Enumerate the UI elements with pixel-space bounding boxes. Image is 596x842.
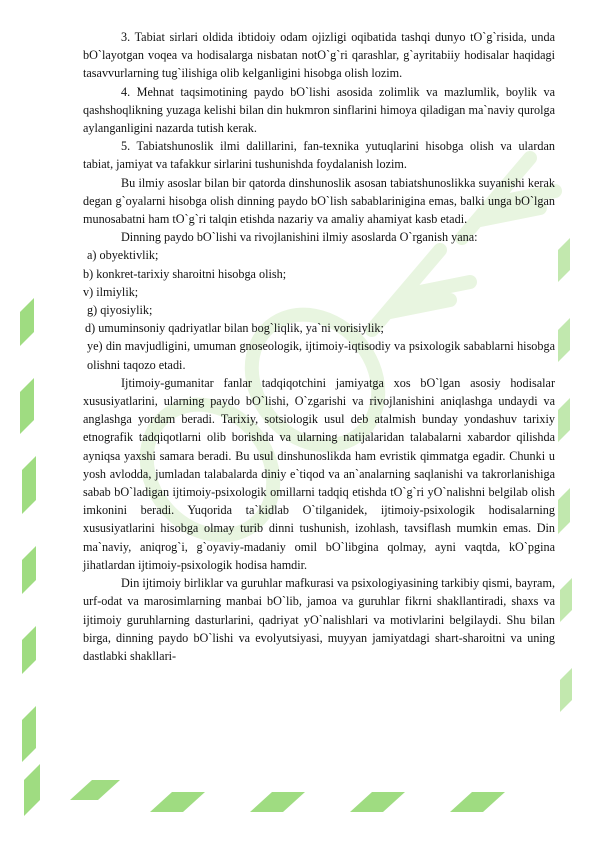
list-item: v) ilmiylik; — [83, 284, 139, 299]
paragraph: Din ijtimoiy birliklar va guruhlar mafkurasi va psixologiyasining tarkibiy qismi, bayram, urf-odat va marosimlarning manbai bO`lib, jamoa va guruhlar fikrni shakllantiradi, shaxs va ijtimoiy guruhlarning dasturlarini, qadriyat yO`nalishlari va motivlarini belgilaydi. Shu bilan birga, dinning paydo bO`lishi va evolyutsiyasi, muyyan jamiyatdagi shart-sharoitni va uning dastlabki shakllari- — [83, 576, 555, 663]
paragraph: Dinning paydo bO`lishi va rivojlanishini ilmiy asoslarda O`rganish yana: — [121, 230, 478, 245]
paragraph: 4. Mehnat taqsimotining paydo bO`lishi asosida zolimlik va mazlumlik, boylik va qashshoqlikning yuzaga kelishi bilan din hukmron sinflarini himoya qiladigan ma`naviy qurolga aylanganligini nazarda tutish kerak. — [83, 84, 555, 136]
list-item: ye) din mavjudligini, umuman gnoseologik, ijtimoiy-iqtisodiy va psixologik sabablarni hisobga olishni taqozo etadi. — [87, 339, 555, 372]
paragraph: 5. Tabiatshunoslik ilmi dalillarini, fan-texnika yutuqlarini hisobga olish va ulardan tabiat, jamiyat va tafakkur sirlarini tushunishda foydalanish lozim. — [83, 139, 555, 172]
list-item: d) umuminsoniy qadriyatlar bilan bog`liqlik, ya`ni vorisiylik; — [85, 321, 384, 336]
paragraph: Ijtimoiy-gumanitar fanlar tadqiqotchini jamiyatga xos bO`lgan asosiy hodisalar xususiyatlarini, ularning paydo bO`lishi, O`zgarishi va rivojlanishini aniqlashga undaydi va anglashga yordam beradi. Tarixiy, sotsiologik usul deb atalmish bunday yondashuv tarixiy etnografik tadqiqotlarni olib borishda va ularning natijalaridan talabalarni xabardor qilishda ayniqsa yaxshi samara beradi. Bu usul dinshunoslikda ham evristik qimmatga egadir. Chunki u yosh avlodda, jumladan talabalarda diniy e`tiqod va an`analarning saqlanishi va takrorlanishiga sabab bO`ladigan ijtimoiy-psixologik omillarni tadqiq etishda tO`g`ri yO`nalishni belgilab olish imkonini beradi. Yuqorida ta`kidlab O`tilganidek, ijtimoiy-psixologik hodisalarning xususiyatlarini hisobga olmay turib dinni tushunish, izohlash, tavsiflash mumkin emas. Din ma`naviy, aniqrog`i, g`oyaviy-madaniy omil bO`libgina qolmay, ayni vaqtda, kO`pgina jihatlardan ijtimoiy-psixologik hodisa hamdir. — [83, 375, 555, 572]
list-item: b) konkret-tarixiy sharoitni hisobga olish; — [83, 266, 287, 281]
list-item: g) qiyosiylik; — [87, 303, 153, 318]
paragraph: Bu ilmiy asoslar bilan bir qatorda dinshunoslik asosan tabiatshunoslikka suyanishi kerak degan g`oyalarni hisobga olish dinning paydo bO`lish sabablarinigina emas, balki unga bO`lgan munosabatni ham tO`g`ri talqin etishda nazariy va amaliy ahamiyat kasb etadi. — [83, 175, 555, 227]
paragraph: 3. Tabiat sirlari oldida ibtidoiy odam ojizligi oqibatida tashqi dunyo tO`g`risida, unda bO`layotgan voqea va hodisalarga nisbatan notO`g`ri qarashlar, g`ayritabiiy hodisalar haqidagi tasavvurlarning tug`ilishiga olib kelganligini hisobga olish lozim. — [83, 30, 555, 81]
list-item: a) obyektivlik; — [87, 248, 159, 263]
document-body — [83, 28, 555, 665]
